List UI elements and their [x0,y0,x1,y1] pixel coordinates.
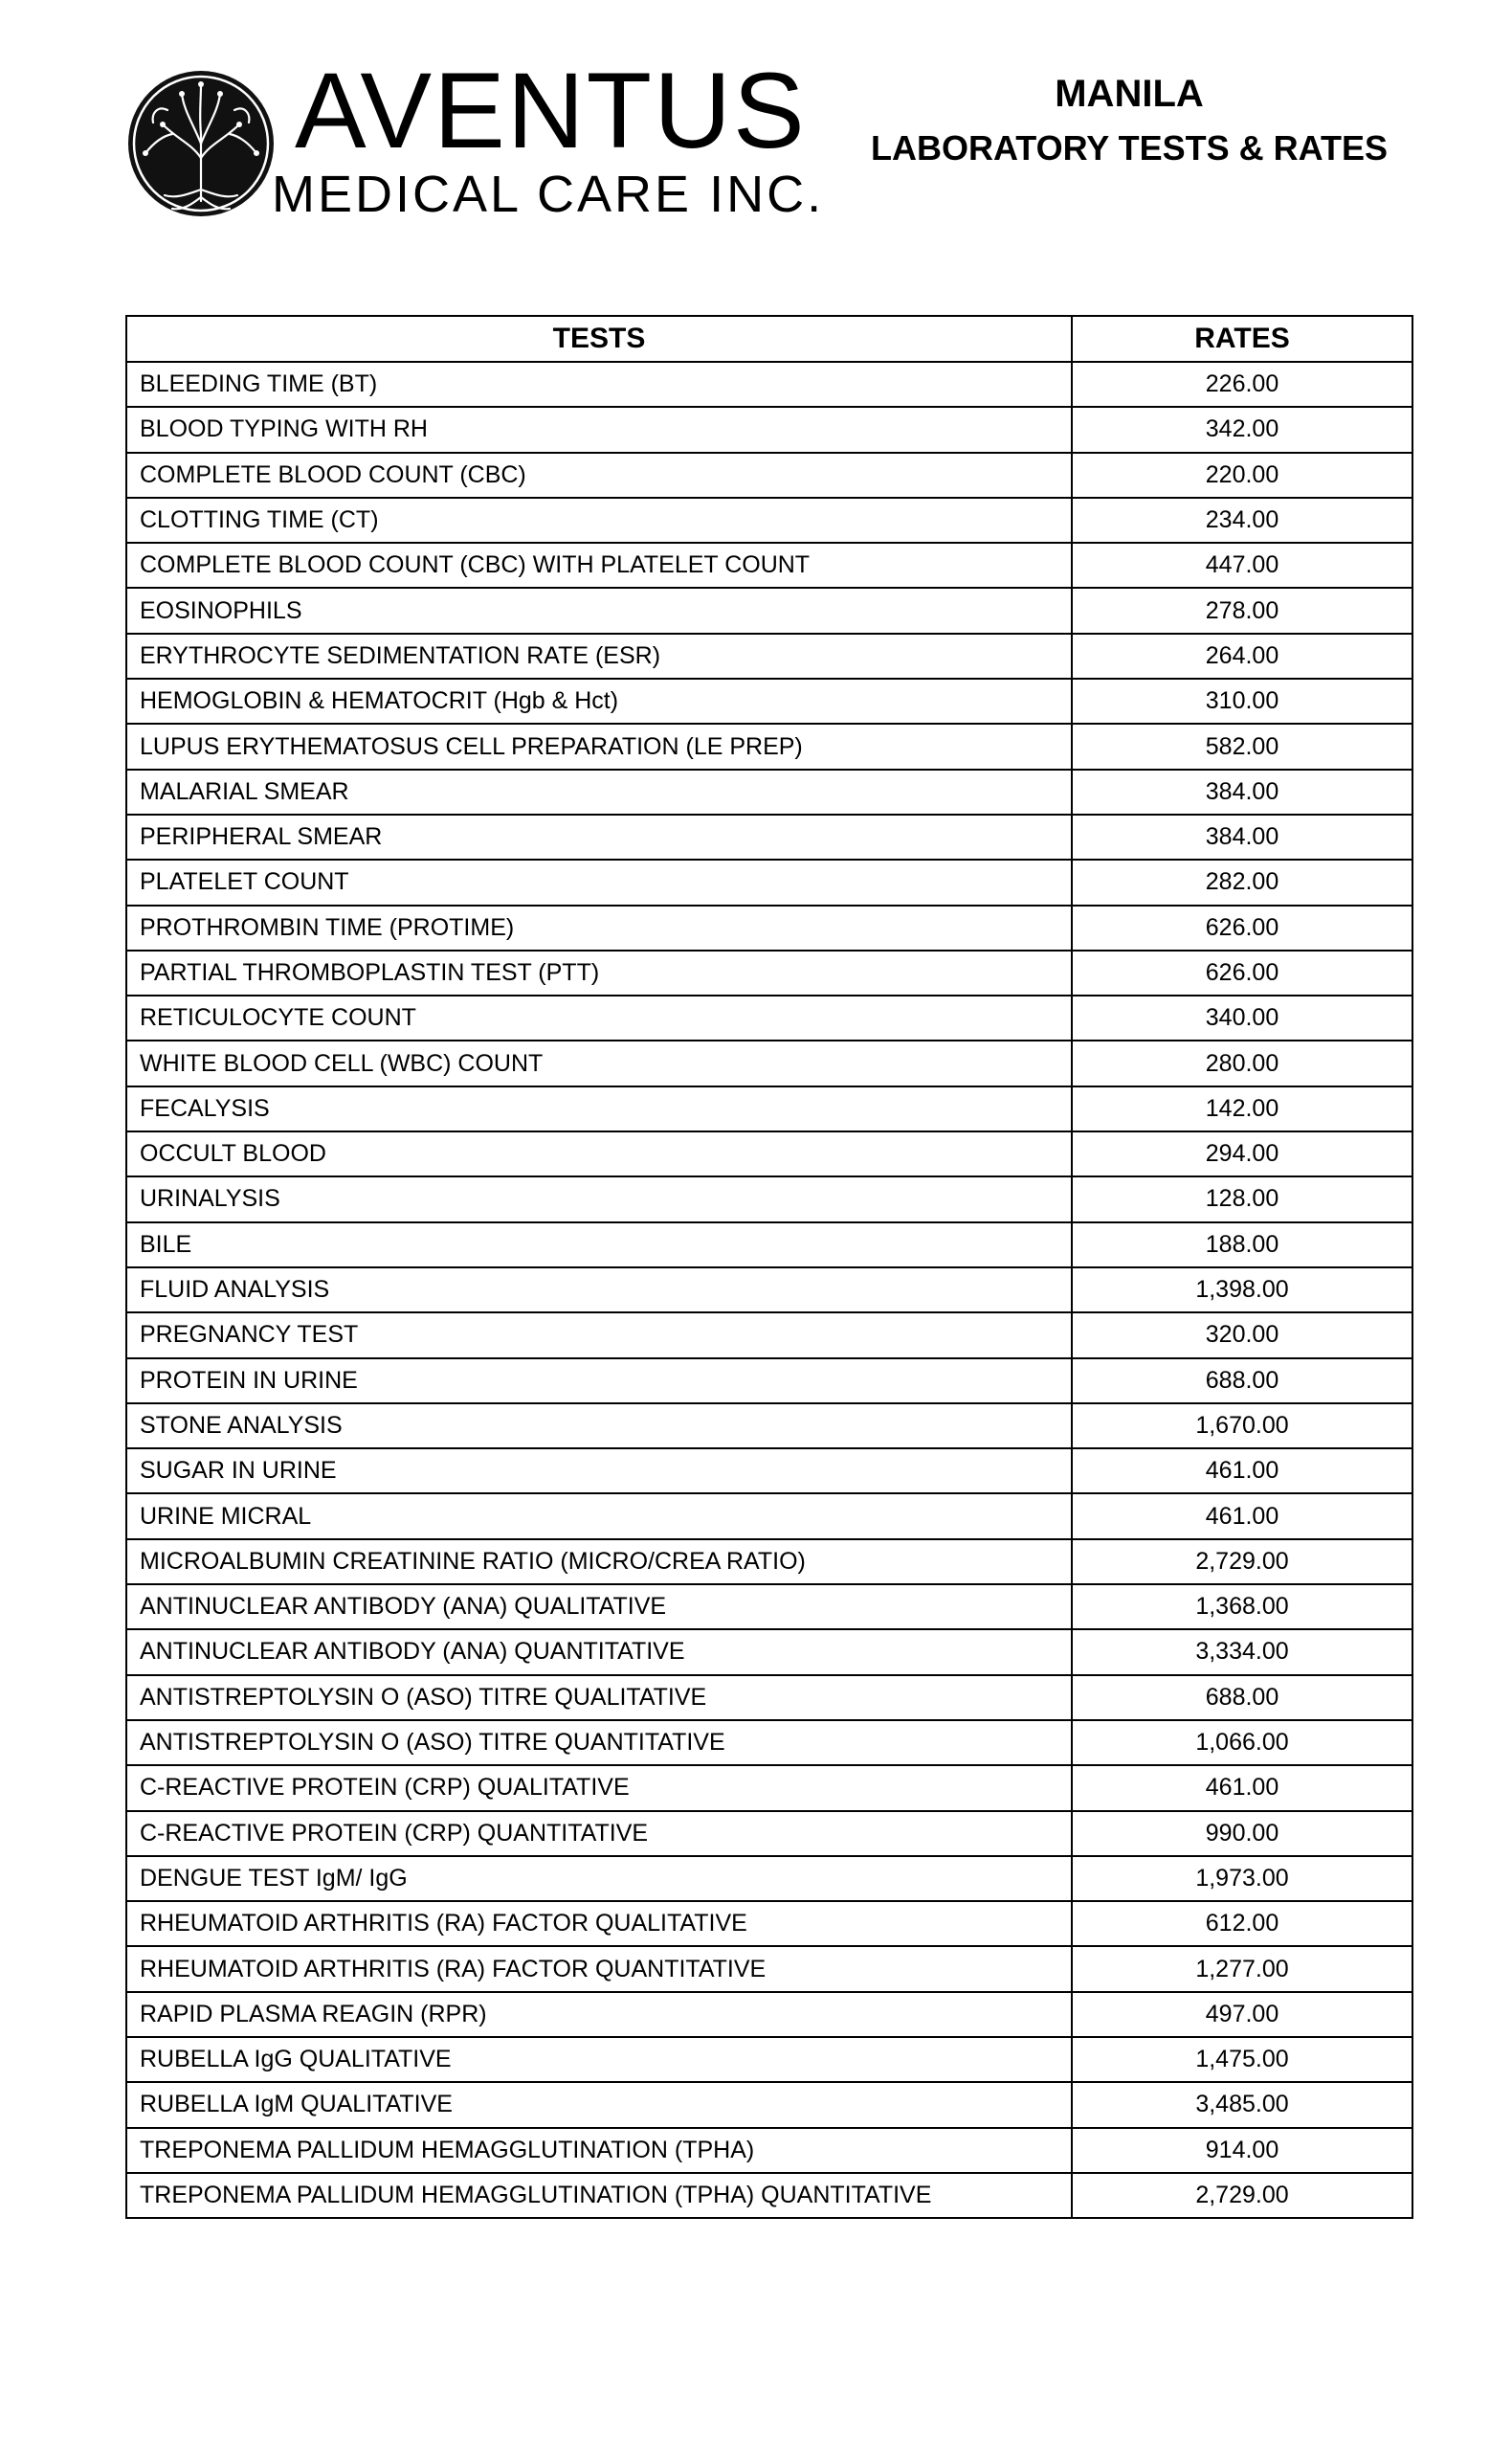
test-name-cell: CLOTTING TIME (CT) [126,498,1072,543]
test-name-cell: COMPLETE BLOOD COUNT (CBC) [126,453,1072,498]
rate-cell: 1,066.00 [1072,1720,1412,1765]
table-row [126,1856,1412,1901]
test-name-cell: HEMOGLOBIN & HEMATOCRIT (Hgb & Hct) [126,679,1072,724]
table-row [126,453,1412,498]
rate-cell: 226.00 [1072,362,1412,407]
rate-cell: 914.00 [1072,2128,1412,2173]
table-row [126,2082,1412,2127]
test-name-cell: FLUID ANALYSIS [126,1267,1072,1312]
rate-cell: 461.00 [1072,1765,1412,1810]
rate-cell: 278.00 [1072,588,1412,633]
rates-table [125,315,1413,2219]
rate-cell: 234.00 [1072,498,1412,543]
test-name-cell: RHEUMATOID ARTHRITIS (RA) FACTOR QUANTITATIVE [126,1946,1072,1991]
table-row [126,1539,1412,1584]
table-row [126,634,1412,679]
table-row [126,951,1412,996]
test-name-cell: ERYTHROCYTE SEDIMENTATION RATE (ESR) [126,634,1072,679]
table-row [126,1811,1412,1856]
test-name-cell: BLOOD TYPING WITH RH [126,407,1072,452]
rate-cell: 612.00 [1072,1901,1412,1946]
test-name-cell: WHITE BLOOD CELL (WBC) COUNT [126,1041,1072,1086]
test-name-cell: EOSINOPHILS [126,588,1072,633]
table-row [126,543,1412,588]
table-row [126,2173,1412,2218]
rate-cell: 626.00 [1072,951,1412,996]
test-name-cell: PREGNANCY TEST [126,1312,1072,1357]
table-row [126,498,1412,543]
table-row [126,1086,1412,1131]
test-name-cell: PERIPHERAL SMEAR [126,815,1072,860]
test-name-cell: PROTHROMBIN TIME (PROTIME) [126,906,1072,951]
rate-cell: 3,485.00 [1072,2082,1412,2127]
table-row [126,1629,1412,1674]
test-name-cell: PLATELET COUNT [126,860,1072,905]
table-row [126,1493,1412,1538]
table-header-row [126,316,1412,362]
rate-cell: 142.00 [1072,1086,1412,1131]
test-name-cell: ANTISTREPTOLYSIN O (ASO) TITRE QUANTITATIVE [126,1720,1072,1765]
rate-cell: 342.00 [1072,407,1412,452]
table-row [126,1358,1412,1403]
table-row [126,1176,1412,1221]
city-heading: MANILA [1055,73,1204,115]
test-name-cell: RETICULOCYTE COUNT [126,996,1072,1041]
brand-name: AVENTUS [295,51,807,170]
table-row [126,1720,1412,1765]
test-name-cell: PROTEIN IN URINE [126,1358,1072,1403]
rate-cell: 688.00 [1072,1675,1412,1720]
rate-cell: 2,729.00 [1072,2173,1412,2218]
test-name-cell: MALARIAL SMEAR [126,770,1072,815]
test-name-cell: PARTIAL THROMBOPLASTIN TEST (PTT) [126,951,1072,996]
rate-cell: 582.00 [1072,724,1412,769]
rate-cell: 3,334.00 [1072,1629,1412,1674]
test-name-cell: SUGAR IN URINE [126,1448,1072,1493]
rate-cell: 461.00 [1072,1448,1412,1493]
table-row [126,770,1412,815]
test-name-cell: LUPUS ERYTHEMATOSUS CELL PREPARATION (LE PREP) [126,724,1072,769]
rate-cell: 688.00 [1072,1358,1412,1403]
rate-cell: 384.00 [1072,815,1412,860]
test-name-cell: RAPID PLASMA REAGIN (RPR) [126,1992,1072,2037]
rate-cell: 310.00 [1072,679,1412,724]
test-name-cell: RUBELLA IgM QUALITATIVE [126,2082,1072,2127]
rate-cell: 2,729.00 [1072,1539,1412,1584]
table-row [126,2037,1412,2082]
test-name-cell: C-REACTIVE PROTEIN (CRP) QUANTITATIVE [126,1811,1072,1856]
test-name-cell: URINALYSIS [126,1176,1072,1221]
table-row [126,996,1412,1041]
table-row [126,1448,1412,1493]
test-name-cell: OCCULT BLOOD [126,1131,1072,1176]
test-name-cell: TREPONEMA PALLIDUM HEMAGGLUTINATION (TPHA) [126,2128,1072,2173]
rate-cell: 990.00 [1072,1811,1412,1856]
table-row [126,1675,1412,1720]
table-row [126,1131,1412,1176]
rate-cell: 1,398.00 [1072,1267,1412,1312]
table-row [126,2128,1412,2173]
test-name-cell: ANTINUCLEAR ANTIBODY (ANA) QUANTITATIVE [126,1629,1072,1674]
test-name-cell: C-REACTIVE PROTEIN (CRP) QUALITATIVE [126,1765,1072,1810]
rate-cell: 340.00 [1072,996,1412,1041]
rate-cell: 280.00 [1072,1041,1412,1086]
rate-cell: 128.00 [1072,1176,1412,1221]
test-name-cell: FECALYSIS [126,1086,1072,1131]
table-row [126,1901,1412,1946]
rate-cell: 497.00 [1072,1992,1412,2037]
rate-cell: 1,670.00 [1072,1403,1412,1448]
table-row [126,1765,1412,1810]
test-name-cell: COMPLETE BLOOD COUNT (CBC) WITH PLATELET COUNT [126,543,1072,588]
table-row [126,1041,1412,1086]
brand-logo [124,51,825,228]
test-name-cell: BILE [126,1222,1072,1267]
rate-cell: 1,277.00 [1072,1946,1412,1991]
table-row [126,362,1412,407]
rate-cell: 1,475.00 [1072,2037,1412,2082]
rate-cell: 1,973.00 [1072,1856,1412,1901]
rate-cell: 1,368.00 [1072,1584,1412,1629]
test-name-cell: RHEUMATOID ARTHRITIS (RA) FACTOR QUALITATIVE [126,1901,1072,1946]
rate-cell: 220.00 [1072,453,1412,498]
column-header-rates: RATES [1072,316,1412,362]
table-row [126,1584,1412,1629]
test-name-cell: BLEEDING TIME (BT) [126,362,1072,407]
test-name-cell: ANTISTREPTOLYSIN O (ASO) TITRE QUALITATIVE [126,1675,1072,1720]
column-header-tests: TESTS [126,316,1072,362]
test-name-cell: ANTINUCLEAR ANTIBODY (ANA) QUALITATIVE [126,1584,1072,1629]
table-row [126,1222,1412,1267]
table-row [126,1312,1412,1357]
rate-cell: 294.00 [1072,1131,1412,1176]
rate-cell: 282.00 [1072,860,1412,905]
brand-subtitle: MEDICAL CARE INC. [272,166,825,223]
test-name-cell: STONE ANALYSIS [126,1403,1072,1448]
table-row [126,679,1412,724]
rate-cell: 264.00 [1072,634,1412,679]
table-row [126,860,1412,905]
table-row [126,815,1412,860]
test-name-cell: TREPONEMA PALLIDUM HEMAGGLUTINATION (TPHA) QUANTITATIVE [126,2173,1072,2218]
rate-cell: 461.00 [1072,1493,1412,1538]
table-row [126,1992,1412,2037]
table-row [126,1403,1412,1448]
table-row [126,906,1412,951]
table-row [126,588,1412,633]
rate-cell: 320.00 [1072,1312,1412,1357]
test-name-cell: RUBELLA IgG QUALITATIVE [126,2037,1072,2082]
test-name-cell: MICROALBUMIN CREATININE RATIO (MICRO/CREA RATIO) [126,1539,1072,1584]
table-row [126,1946,1412,1991]
rate-cell: 384.00 [1072,770,1412,815]
page-title: LABORATORY TESTS & RATES [870,128,1389,168]
test-name-cell: URINE MICRAL [126,1493,1072,1538]
rate-cell: 188.00 [1072,1222,1412,1267]
table-row [126,1267,1412,1312]
rate-cell: 626.00 [1072,906,1412,951]
rate-cell: 447.00 [1072,543,1412,588]
table-row [126,407,1412,452]
test-name-cell: DENGUE TEST IgM/ IgG [126,1856,1072,1901]
tree-of-life-icon [124,67,278,220]
table-row [126,724,1412,769]
